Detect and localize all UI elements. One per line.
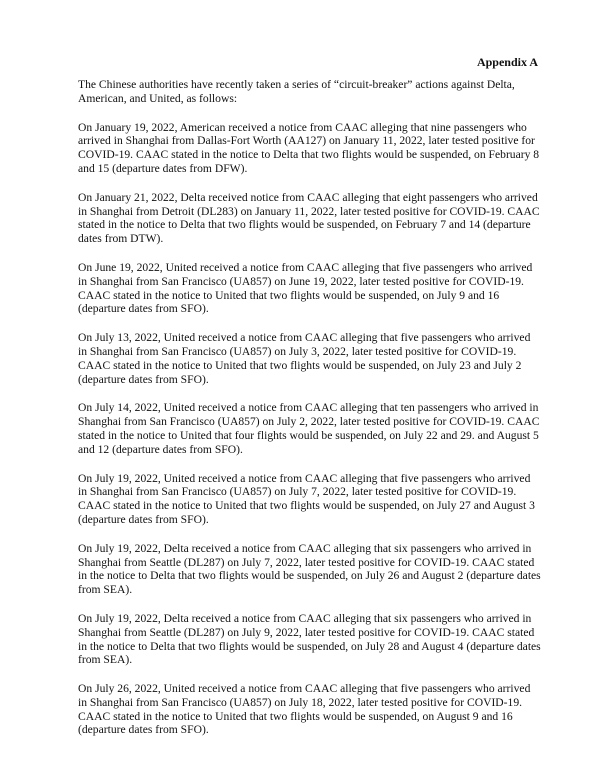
document-body bbox=[78, 78, 542, 752]
intro-paragraph: The Chinese authorities have recently taken a series of “circuit-breaker” actions against Delta, American, and United, as follows: bbox=[78, 78, 515, 105]
paragraph-united-jul-14: On July 14, 2022, United received a notice from CAAC alleging that ten passengers who arrived in Shanghai from San Francisco (UA857) on July 2, 2022, later tested positive for COVID-19. CAAC stated in the notice to United that four flights would be suspended, on July 22 and 29. and August 5 and 12 (departure dates from SFO). bbox=[78, 401, 540, 456]
paragraph-united-jul-13: On July 13, 2022, United received a notice from CAAC alleging that five passengers who arrived in Shanghai from San Francisco (UA857) on July 3, 2022, later tested positive for COVID-19. CAAC stated in the notice to United that two flights would be suspended, on July 23 and July 2 (departure dates from SFO). bbox=[78, 331, 531, 386]
paragraph-american-jan-19: On January 19, 2022, American received a notice from CAAC alleging that nine passengers who arrived in Shanghai from Dallas-Fort Worth (AA127) on January 11, 2022, later tested positive for COVID-19. CAAC stated in the notice to Delta that two flights would be suspended, on February 8 and 15 (departure dates from DFW). bbox=[78, 120, 540, 175]
paragraph-united-jun-19: On June 19, 2022, United received a notice from CAAC alleging that five passengers who arrived in Shanghai from San Francisco (UA857) on June 19, 2022, later tested positive for COVID-19. CAAC stated in the notice to United that two flights would be suspended, on July 9 and 16 (departure dates from SFO). bbox=[78, 260, 533, 316]
appendix-heading: Appendix A bbox=[476, 55, 538, 69]
paragraph-delta-jul-19-b: On July 19, 2022, Delta received a notice from CAAC alleging that six passengers who arrived in Shanghai from Seattle (DL287) on July 9, 2022, later tested positive for COVID-19. CAAC stated in the notice to Delta that two flights would be suspended, on July 28 and August 4 (departure dates from SEA). bbox=[78, 611, 541, 667]
paragraph-delta-jul-19-a: On July 19, 2022, Delta received a notice from CAAC alleging that six passengers who arrived in Shanghai from Seattle (DL287) on July 7, 2022, later tested positive for COVID-19. CAAC stated in the notice to Delta that two flights would be suspended, on July 26 and August 2 (departure dates from SEA). bbox=[78, 541, 541, 597]
paragraph-united-jul-26: On July 26, 2022, United received a notice from CAAC alleging that five passengers who arrived in Shanghai from San Francisco (UA857) on July 18, 2022, later tested positive for COVID-19. CAAC stated in the notice to United that two flights would be suspended, on August 9 and 16 (departure dates from SFO). bbox=[78, 682, 531, 737]
paragraph-delta-jan-21: On January 21, 2022, Delta received notice from CAAC alleging that eight passengers who arrived in Shanghai from Detroit (DL283) on January 11, 2022, later tested positive for COVID-19. CAAC stated in the notice to Delta that two flights would be suspended, on February 7 and 14 (departure dates from DTW). bbox=[78, 190, 540, 246]
paragraph-united-jul-19: On July 19, 2022, United received a notice from CAAC alleging that five passengers who arrived in Shanghai from San Francisco (UA857) on July 7, 2022, later tested positive for COVID-19. CAAC stated in the notice to United that two flights would be suspended, on July 27 and August 3 (departure dates from SFO). bbox=[78, 471, 535, 526]
